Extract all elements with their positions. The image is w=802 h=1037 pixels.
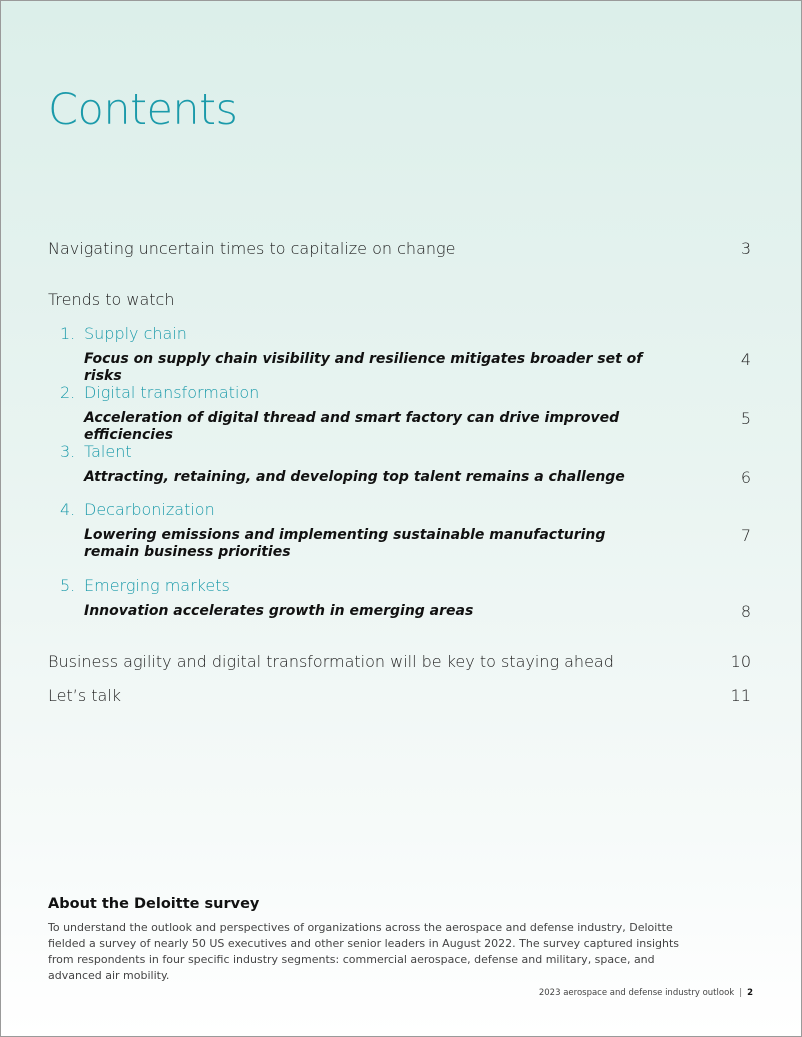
footer-separator: | [739, 988, 743, 998]
trend-number: 5. [60, 576, 76, 595]
toc-entry-label: Navigating uncertain times to capitalize on change [48, 239, 456, 258]
trend-heading-digital-transformation[interactable] [60, 383, 259, 402]
trend-description: Lowering emissions and implementing sustainable manufacturing remain business priorities [84, 527, 606, 560]
toc-page-number: 8 [740, 602, 751, 621]
toc-page-number: 4 [740, 350, 751, 369]
page-footer [539, 988, 753, 998]
toc-entry-label: Let’s talk [48, 686, 122, 705]
toc-page-number: 7 [740, 526, 751, 545]
trend-heading-supply-chain[interactable] [60, 324, 187, 343]
toc-entry-intro[interactable] [48, 239, 751, 258]
trend-description: Acceleration of digital thread and smart factory can drive improved efficiencies [84, 410, 620, 443]
page-title: Contents [48, 85, 238, 135]
toc-page-number: 11 [730, 686, 751, 705]
trend-description: Focus on supply chain visibility and resilience mitigates broader set of risks [84, 351, 643, 384]
trend-entry-digital-transformation[interactable] [84, 410, 751, 444]
toc-entry-label: Business agility and digital transformation will be key to staying ahead [48, 652, 614, 671]
footer-publication-title: 2023 aerospace and defense industry outlook [538, 988, 735, 998]
trend-heading-talent[interactable] [60, 442, 132, 461]
trend-label: Talent [84, 442, 132, 461]
footer-page-number: 2 [747, 988, 753, 998]
trend-label: Supply chain [84, 324, 187, 343]
toc-page-number: 3 [740, 239, 751, 258]
trend-heading-emerging-markets[interactable] [60, 576, 230, 595]
trend-label: Digital transformation [84, 383, 260, 402]
toc-section-label: Trends to watch [48, 290, 175, 309]
trend-number: 4. [60, 500, 76, 519]
trend-heading-decarbonization[interactable] [60, 500, 215, 519]
toc-page-number: 5 [740, 409, 751, 428]
toc-entry-lets-talk[interactable] [48, 686, 751, 705]
trend-description: Attracting, retaining, and developing top talent remains a challenge [84, 469, 625, 485]
trend-entry-emerging-markets[interactable] [84, 603, 751, 620]
about-survey-body: To understand the outlook and perspectives of organizations across the aerospace and defense industry, Deloitte fielded a survey of nearly 50 US executives and other senior leaders in August 2022. The survey captured insights from respondents in four specific industry segments: commercial aerospace, defense and military, space, and advanced air mobility. [48, 921, 680, 982]
trend-entry-decarbonization[interactable] [84, 527, 751, 561]
toc-entry-business-agility[interactable] [48, 652, 751, 671]
about-survey-title: About the Deloitte survey [48, 896, 260, 912]
trend-entry-talent[interactable] [84, 469, 751, 486]
toc-trends-heading [48, 290, 751, 309]
toc-page-number: 6 [740, 468, 751, 487]
toc-page-number: 10 [730, 652, 751, 671]
trend-description: Innovation accelerates growth in emerging areas [84, 603, 474, 619]
trend-label: Emerging markets [84, 576, 230, 595]
trend-number: 3. [60, 442, 76, 461]
trend-number: 2. [60, 383, 76, 402]
trend-number: 1. [60, 324, 76, 343]
trend-label: Decarbonization [84, 500, 215, 519]
trend-entry-supply-chain[interactable] [84, 351, 751, 385]
